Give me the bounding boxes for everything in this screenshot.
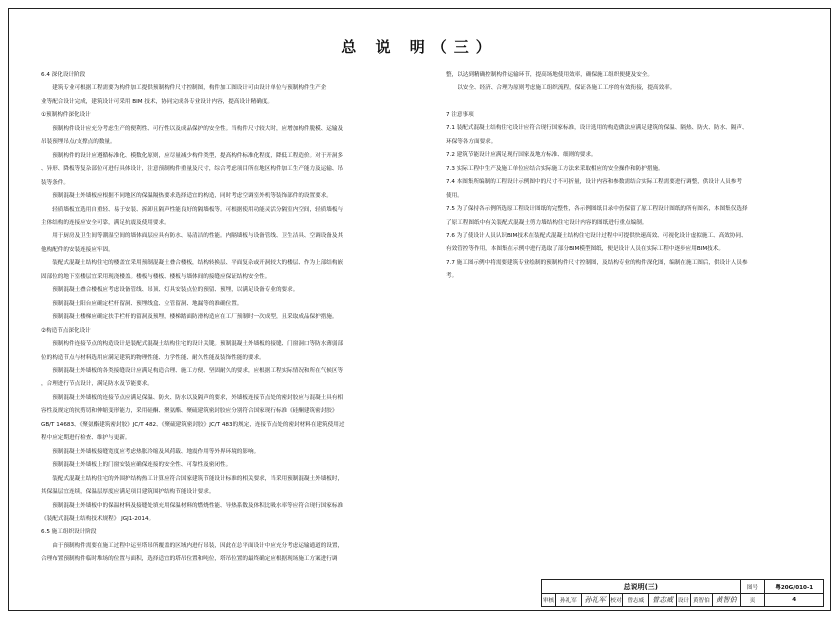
text-line: 7 注意事项: [446, 111, 474, 118]
review-label: 审核: [542, 593, 556, 607]
text-line: 6.4 深化设计阶段: [41, 72, 86, 78]
text-line: 预制混凝土外墙板应根据不同地区的保温隔热要求选择适宜的构造，同时考虑空调室外机等装饰部件的设置要求。: [41, 193, 332, 200]
drawing-sheet: [8, 8, 831, 611]
text-line: 7.4 本图集所编制的工程设计示例图中的尺寸不可折量，设计内容和参数需结合实际工程需要进行调整，供设计人员参考: [446, 179, 742, 186]
text-line: 主体结构的连接应安全可靠，满足抗震及使用要求。: [41, 219, 170, 226]
text-line: GB/T 14683、《聚氨酯建筑密封胶》JC/T 482、《聚硫建筑密封胶》JC/T 483的规定，连接节点处的密封材料在建筑使用过: [41, 421, 345, 428]
text-line: 《装配式混凝土结构技术规程》 JGJ1-2014。: [41, 515, 155, 522]
title-block: [541, 579, 824, 607]
checker-name: 曾志威: [623, 593, 649, 607]
text-line: 预制构件的设计应遵循标准化、模数化原则，应尽量减少构件类型，提高构件标准化程度，降低工程造价。对于开洞多: [41, 152, 344, 159]
text-line: 预制混凝土外墙板接缝宽度应考虑热胀冷缩及风荷载、地震作用等外界环境的影响。: [41, 448, 260, 455]
text-line: 、异形、降板等复杂部位可进行具体设计，注意预制构件重量及尺寸，综合考虑项目所在地区构件加工生产能力及运输、吊: [41, 166, 344, 173]
text-line: 装配式混凝土结构住宅的外围护结构热工计算应符合国家建筑节能设计标准的相关要求，当采用预制混凝土外墙板时，: [41, 475, 344, 482]
text-line: 预制混凝土外墙板中的保温材料及接缝处填充用保温材料的燃烧性能、导热系数及体积比吸水率等应符合现行国家标准: [41, 502, 344, 509]
text-line: 以安全、经济、合理为原则考虑施工组织流程，保证各施工工序的有效衔接，提高效率。: [446, 85, 676, 92]
text-line: 使用。: [446, 192, 463, 199]
title-block-row-bottom: [542, 593, 823, 607]
sheet-title: 总说明(三): [542, 580, 741, 593]
text-line: 了原工程图纸中有关装配式混凝土剪力墙结构住宅设计内容的图纸进行重点编制。: [446, 219, 648, 226]
text-line: 7.2 建筑节能设计应满足现行国家及地方标准、细则的要求。: [446, 152, 597, 159]
page-title: 总 说 明（三）: [341, 38, 498, 56]
text-line: 7.1 装配式混凝土结构住宅设计应符合现行国家标准，设计选用的构造做法应满足建筑的保温、隔热、防火、防水、隔声、: [446, 125, 748, 132]
text-line: 6.5 施工组织设计阶段: [41, 529, 97, 536]
page-label: 页: [741, 593, 766, 607]
check-label: 校对: [610, 593, 624, 607]
right-text-column: [446, 69, 802, 284]
left-text-column: [41, 69, 427, 567]
atlas-number: 粤20G/010-1: [775, 584, 814, 591]
text-line: 吊装预埋吊点/支撑点的数量。: [41, 139, 116, 146]
title-block-row-top: [542, 580, 823, 594]
text-line: 环保等各方面要求。: [446, 138, 497, 145]
text-line: 预制混凝土叠合楼板应考虑设备管线、吊顶、灯具安装点位的预留、预埋，以满足设备专业的要求。: [41, 287, 299, 294]
text-line: 装配式混凝土结构住宅的楼盖宜采用预制混凝土叠合楼板，结构转换层、平面复杂或开洞较大的楼层、作为上部结构嵌: [41, 260, 344, 267]
text-line: 容性及规定的抗剪切和伸缩变形能力，采用硅酮、聚氨酯、聚硫建筑密封胶应分别符合国家现行标准《硅酮建筑密封胶》: [41, 408, 338, 415]
atlas-label: 图号: [741, 580, 766, 593]
text-line: 7.5 为了保持各示例所选原工程设计图纸的完整性，各示例图纸目录中仍保留了原工程设计图纸的所有图名，本图集仅选择: [446, 206, 748, 213]
text-line: 7.3 实际工程中生产及施工单位应结合实际施工方法来采取相应的安全操作和防护措施。: [446, 165, 664, 172]
text-line: 整，以达到精确控制构件运输环节，提高场地使用效率，确保施工组织便捷及安全。: [446, 72, 653, 78]
text-line: 其保温层宜连续，保温层厚度应满足项目建筑围护结构节能设计要求。: [41, 489, 215, 496]
text-line: 由于预制构件需要在施工过程中运至塔吊所覆盖的区域内进行吊装，因此在总平面设计中应充分考虑运输通道的设置，: [41, 542, 344, 549]
text-line: 预制混凝土楼梯应确定扶手栏杆的留洞及预埋，楼梯踏面防滑构造应在工厂预制时一次成型，且采取成品保护措施。: [41, 314, 338, 321]
text-line: 预制混凝土外墙板上的门窗安装应确保连接的安全性、可靠性及密闭性。: [41, 462, 232, 469]
text-line: 考。: [446, 273, 458, 280]
text-line: 用于厨房及卫生间等潮湿空间的墙体面层应具有防水、易清洁的性能。内隔墙板与设备管线、卫生洁具、空调设备及其: [41, 233, 344, 240]
text-line: ，合理进行节点设计，满足防水及节能要求。: [41, 381, 153, 388]
reviewer-signature: 孙礼军: [582, 593, 610, 607]
text-line: 固部位的地下室楼层宜采用现浇楼盖。楼板与楼板、楼板与墙体间的接缝应保证结构安全性。: [41, 273, 271, 280]
text-line: ②构造节点深化设计: [41, 327, 91, 334]
text-line: 装等条件。: [41, 179, 69, 186]
page-number: 4: [792, 597, 797, 603]
text-line: 有效管控等作用，本图集在示例中进行选取了部分BIM模型图纸，便是设计人员在实际工程中逐步应用BIM技术。: [446, 246, 724, 253]
text-line: 预制构件设计应充分考虑生产的便利性、可行性以及成品保护的安全性。当构件尺寸较大时，应增加构件脱模、运输及: [41, 125, 344, 132]
text-line: [446, 96, 802, 109]
text-line: 轻质墙板宜选用自重轻、易于安装、拆卸且隔声性能良好的隔墙板等。可根据使用功能灵活分隔室内空间，轻质墙板与: [41, 206, 344, 213]
designer-name: 黄智伯: [691, 593, 713, 607]
text-line: 合理布置预制构件临时堆场的位置与面积，选择适宜的塔吊位置和吨位，塔吊位置的最终确定应根据现场施工方案进行调: [41, 556, 338, 563]
text-line: 7.6 为了使设计人员认识BIM技术在装配式混凝土结构住宅设计过程中可提供快速高效、可视化设计虚拟施工、高效协同、: [446, 232, 747, 239]
text-line: 业等配合设计完成，建筑设计可采用 BIM 技术，协同完成各专业设计内容，提高设计精确度。: [41, 98, 274, 105]
text-line: 预制混凝土阳台应确定栏杆留洞、预埋线盒、立管留洞、地漏等的准确位置。: [41, 300, 243, 307]
text-line: 预制混凝土外墙板的连接节点应满足保温、防火、防水以及隔声的要求，外墙板连接节点处的密封胶应与混凝土具有相: [41, 394, 344, 401]
text-line: 预制构件连接节点的构造设计是装配式混凝土结构住宅的设计关键。预制混凝土外墙板的接缝、门窗洞口等防水薄弱部: [41, 341, 344, 348]
text-line: 位的构造节点与材料选用应满足建筑的物理性能、力学性能、耐久性能及装饰性能的要求。: [41, 354, 265, 361]
text-line: 他构配件的安装连接应牢固。: [41, 246, 114, 253]
text-line: 7.7 施工图示例中将需要建筑专业绘制的预制构件尺寸控制图，及结构专业的构件深化图，编制在施工图后，供设计人员参: [446, 259, 748, 266]
checker-signature: 曾志威: [649, 593, 677, 607]
design-label: 设计: [677, 593, 691, 607]
text-line: 预制混凝土外墙板的各类接缝设计应满足构造合理、施工方便、坚固耐久的要求，应根据工程实际情况和所在气候区等: [41, 367, 344, 374]
designer-signature: 黄智伯: [713, 593, 741, 607]
text-line: ①预制构件深化设计: [41, 112, 91, 119]
text-line: 建筑专业可根据工程需要为构件加工提供预制构件尺寸控制图，构件加工图设计可由设计单位与预制构件生产企: [41, 85, 327, 92]
reviewer-name: 孙礼军: [556, 593, 582, 607]
text-line: 程中应定期进行检查、维护与更新。: [41, 435, 131, 442]
